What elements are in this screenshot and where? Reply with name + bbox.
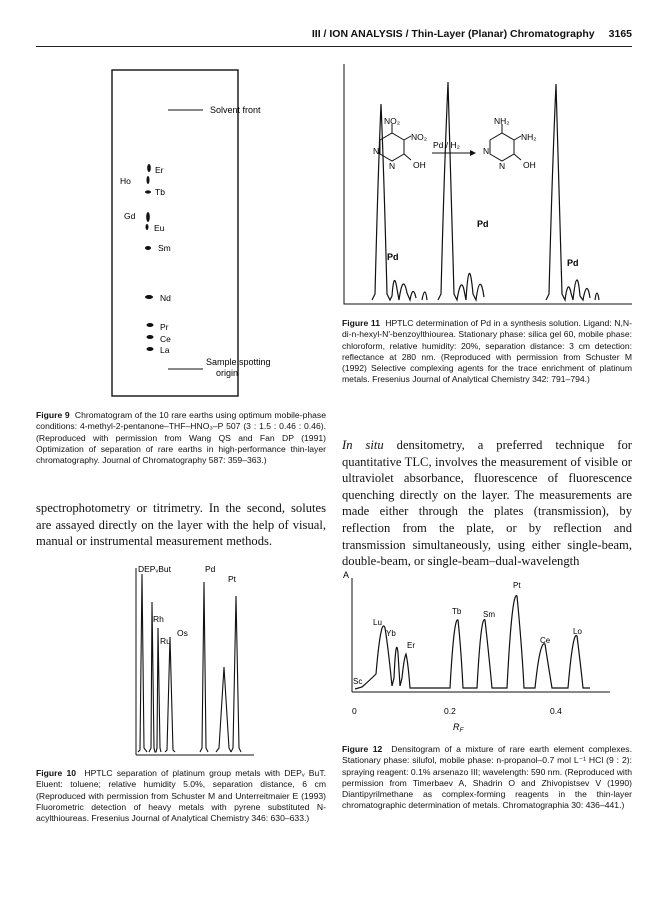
- tlc-plate-outline: [112, 70, 238, 396]
- figure-10-caption-text: HPTLC separation of platinum group metals with DEPᵥ BuT. Eluent: toluene; relative humidity 5.0%, separation distance, 6 cm (Reproduced with permission from Schuster M and Unterreitmaier E (1993) Fluorometric detection of heavy metals with pyrene substituted N-acylthioureas. Fresenius Journal of Analytical Chemistry 346: 630–633.): [36, 768, 326, 824]
- spot-label-nd: Nd: [160, 293, 171, 303]
- spot-label-ho: Ho: [120, 176, 131, 186]
- body-text-right-main: densitometry, a preferred technique for quantitative TLC, involves the measurement of visible or ultraviolet absorbance, fluorescence of fluorescence quenching directly on the layer. The measurements are made either through the plates (transmission), by reflection from the plate, or by reflection and transmission simultaneously, using either single-beam, double-beam, or single-beam–dual-wavelength: [342, 438, 632, 569]
- peak-label-tb: Tb: [452, 607, 462, 616]
- figure-9-chromatogram: [108, 66, 318, 406]
- origin-label: origin: [216, 368, 239, 378]
- spot-er: [147, 164, 151, 172]
- nitro-bond-oh: [404, 154, 411, 160]
- ring-nitrogen-bottom-2: N: [499, 161, 506, 171]
- peak-label-lo: Lo: [573, 627, 582, 636]
- spot-label-la: La: [160, 345, 170, 355]
- amino-bond-oh: [514, 154, 521, 160]
- peak-label-os: Os: [177, 628, 188, 638]
- amino-group-top: NH₂: [494, 116, 510, 126]
- figure-12-x-label: [453, 722, 465, 734]
- peak-label-yb: Yb: [386, 629, 396, 638]
- figure-9-caption: [36, 410, 326, 466]
- spot-label-gd: Gd: [124, 211, 136, 221]
- nitro-bond-side: [404, 136, 411, 140]
- peak-label-sm: Sm: [483, 610, 495, 619]
- body-text-right: [342, 437, 632, 570]
- running-header: [270, 28, 632, 40]
- peak-label-ce: Ce: [540, 636, 551, 645]
- sample-spotting-label: Sample spotting: [206, 357, 271, 367]
- figure-12-caption-text: Densitogram of a mixture of rare earth element complexes. Stationary phase: silufol, mobile phase: n-propanol–0.7 mol L⁻¹ HCl (9 : 2): spraying reagent: 0.1% arsenazo III; wavelength: 590 nm. (Reproduced with permission from Timerbaev A, Shadrin O and Zhivopistsev V (1990) Diantipyrilmethane as complex-forming reagents in the thin-layer chromatographic determination of metals. Chromatographia 30: 436–441.): [342, 744, 632, 811]
- spot-label-tb: Tb: [155, 187, 165, 197]
- figure-11-axes: [344, 64, 632, 304]
- figure-12-trace: [355, 596, 590, 689]
- nitro-group-top: NO₂: [384, 116, 401, 126]
- reaction-arrowhead: [470, 150, 476, 156]
- spot-tb: [145, 190, 151, 193]
- spot-label-sm: Sm: [158, 243, 171, 253]
- figure-12-caption-label: Figure 12: [342, 744, 383, 754]
- spot-nd: [145, 295, 153, 299]
- figure-11-caption-label: Figure 11: [342, 318, 380, 328]
- spot-eu: [146, 224, 149, 230]
- peak-label-lu: Lu: [373, 618, 382, 627]
- peak-label-rh: Rh: [153, 614, 164, 624]
- structure-amino-pyrimidine: [490, 124, 521, 161]
- figure-9-caption-label: Figure 9: [36, 410, 70, 420]
- nitro-group-side: NO₂: [411, 132, 428, 142]
- x-tick-label-0-2: 0.2: [444, 706, 456, 716]
- spot-label-er: Er: [155, 165, 164, 175]
- spot-label-ce: Ce: [160, 334, 171, 344]
- peak-label-pd-2: Pd: [477, 219, 489, 229]
- amino-ring: [490, 133, 514, 161]
- figure-12-y-label: A: [343, 570, 350, 580]
- x-label-sub: F: [459, 727, 464, 734]
- peak-label-pd-1: Pd: [387, 252, 399, 262]
- solvent-front-label: Solvent front: [210, 105, 261, 115]
- x-label-main: R: [453, 722, 460, 732]
- running-title: III / ION ANALYSIS / Thin-Layer (Planar) Chromatography: [311, 28, 595, 40]
- x-tick-label-0: 0: [352, 706, 357, 716]
- spot-sm: [145, 246, 151, 250]
- ligand-label: DEPᵥBut: [138, 564, 171, 574]
- spot-pr: [147, 323, 154, 327]
- header-rule: [36, 46, 632, 47]
- ring-nitrogen-left: N: [373, 146, 380, 156]
- page-number: 3165: [608, 28, 632, 40]
- spot-ce: [147, 335, 154, 339]
- figure-11-caption: [342, 318, 632, 386]
- spot-ho: [147, 176, 150, 184]
- peak-label-pt: Pt: [513, 581, 521, 590]
- ring-nitrogen-bottom: N: [389, 161, 396, 171]
- spot-label-pr: Pr: [160, 322, 169, 332]
- hydroxyl-label-2: OH: [523, 160, 536, 170]
- peak-label-pd-3: Pd: [567, 258, 579, 268]
- trace-pd-peaks: [372, 82, 599, 300]
- figure-11-densitogram: [340, 64, 632, 310]
- figure-11-caption-text: HPTLC determination of Pd in a synthesis solution. Ligand: N,N-di-n-hexyl-N′-benzoylthiourea. Stationary phase: silica gel 60, mobile phase: chloroform, relative humidity: 20%, separation distance: 3 cm detection: reflectance at 280 nm. (Reproduced with permission from Schuster M (1992) Selective complexing agents for the trace enrichment of platinum metals. Fresenius Journal of Analytical Chemistry 342: 791–794.): [342, 318, 632, 385]
- figure-10-caption: [36, 768, 326, 824]
- figure-12-caption: [342, 744, 632, 812]
- body-text-right-italic: In situ: [342, 438, 384, 452]
- ring-nitrogen-left-2: N: [483, 146, 490, 156]
- figure-10-chromatogram: [120, 562, 270, 762]
- reaction-reagent: Pd / H₂: [433, 140, 460, 150]
- figure-10-trace: [138, 574, 241, 752]
- peak-label-pd: Pd: [205, 564, 216, 574]
- amino-group-side: NH₂: [521, 132, 537, 142]
- spot-label-eu: Eu: [154, 223, 165, 233]
- structure-nitro-pyrimidine: [380, 124, 411, 161]
- peak-label-pt: Pt: [228, 574, 237, 584]
- figure-9-caption-text: Chromatogram of the 10 rare earths using optimum mobile-phase conditions: 4-methyl-2-pentanone–THF–HNO₃–P 507 (3 : 1.5 : 0.46 : 0.46). (Reproduced with permission from Wang QS and Fan DP (1991) Optimization of separation of rare earths in high-performance thin-layer chromatography. Journal of Chromatography 587: 359–363.): [36, 410, 326, 466]
- hydroxyl-label: OH: [413, 160, 426, 170]
- body-text-left: spectrophotometry or titrimetry. In the second, solutes are assayed directly on the layer with the help of visual, manual or instrumental measurement methods.: [36, 501, 326, 549]
- figure-10-caption-label: Figure 10: [36, 768, 77, 778]
- peak-label-ru: Ru: [160, 636, 171, 646]
- spot-gd: [146, 212, 150, 222]
- spot-la: [147, 347, 154, 351]
- x-tick-label-0-4: 0.4: [550, 706, 562, 716]
- figure-12-densitogram: [340, 568, 632, 738]
- peak-label-er: Er: [407, 641, 415, 650]
- peak-label-sc: Sc: [353, 677, 363, 686]
- amino-bond-side: [514, 136, 521, 140]
